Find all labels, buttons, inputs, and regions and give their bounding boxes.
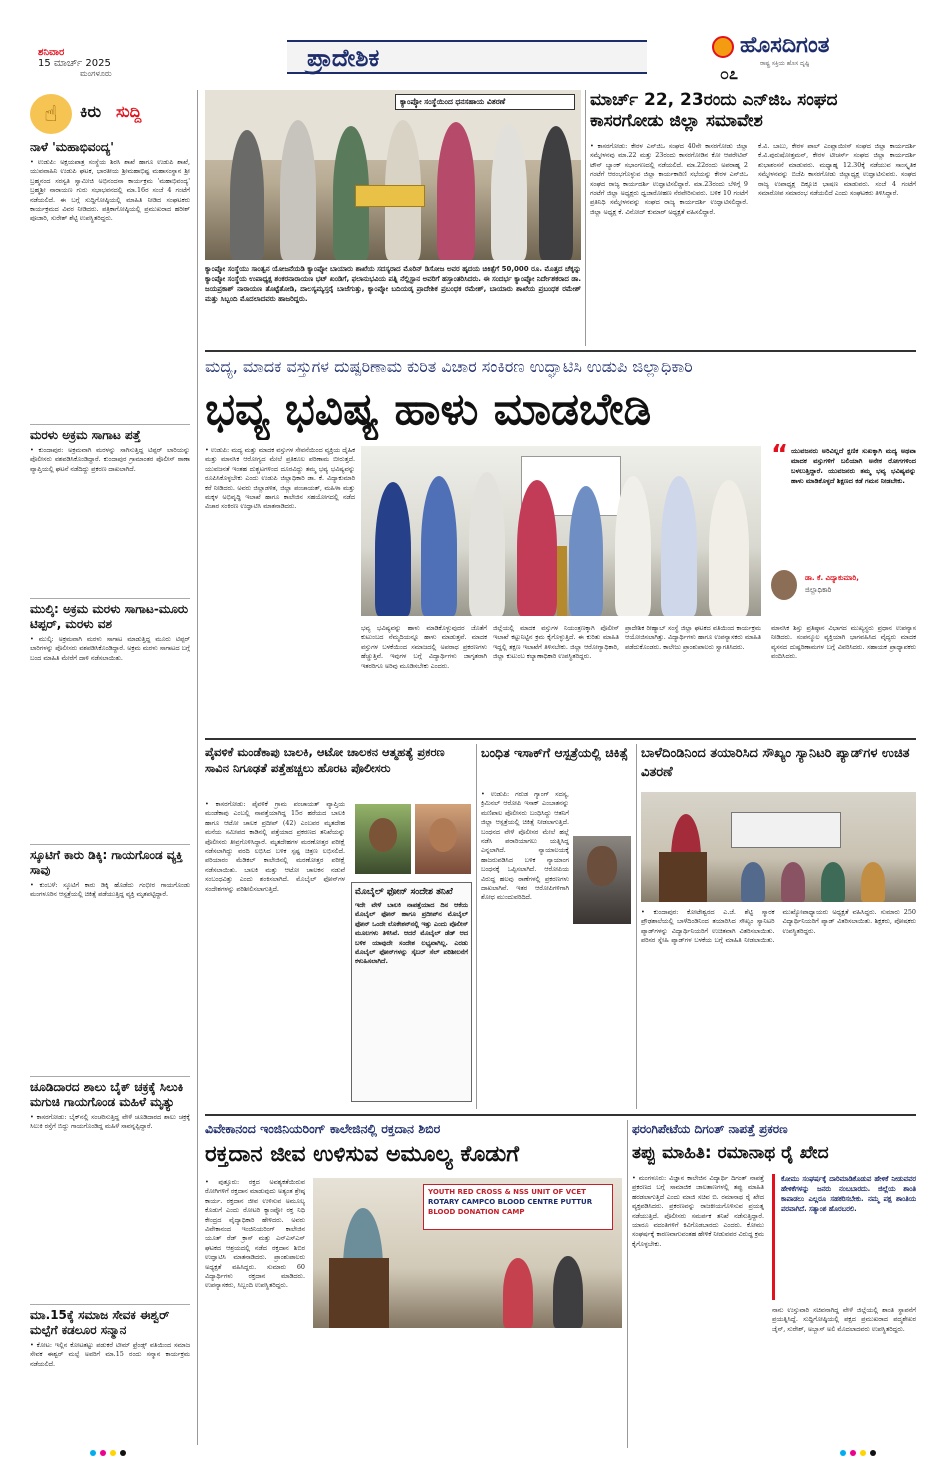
column-rule — [627, 1120, 628, 1448]
kiru-item-body: • ಕುಂದಾಪುರ: ಅಕ್ರಮವಾಗಿ ಮರಳನ್ನು ಸಾಗಿಸುತ್ತಿದ್ದ ಟಿಪ್ಪರ್ ಲಾರಿಯನ್ನು ಪೊಲೀಸರು ವಶಪಡಿಸಿಕೊಂಡಿದ್ದಾರೆ. ಕುಂದಾಪುರ ಗ್ರಾಮಾಂತರ ಪೊಲೀಸ್ ಠಾಣಾ ವ್ಯಾಪ್ತಿಯಲ್ಲಿ ಘಟನೆ ನಡೆದಿದ್ದು ಪ್ರಕರಣ ದಾಖಲಾಗಿದೆ. — [30, 446, 190, 473]
person-figure — [709, 480, 749, 616]
masthead-city: ಮಂಗಳೂರು — [80, 69, 112, 78]
section-rule — [205, 1114, 916, 1116]
ngo-headline: ಮಾರ್ಚ್ 22, 23ರಂದು ಎನ್‌ಜಿಒ ಸಂಘದ ಕಾಸರಗೋಡು ಜಿಲ್ಲಾ ಸಮಾವೇಶ — [590, 90, 838, 131]
kiru-item-head: ಮರಳು ಅಕ್ರಮ ಸಾಗಾಟ ಪತ್ತೆ — [30, 428, 141, 442]
page-number: ೦೭ — [720, 64, 738, 83]
quote-role: ಜಿಲ್ಲಾಧಿಕಾರಿ — [805, 586, 832, 594]
logo-icon — [712, 36, 734, 58]
blood-body: • ಪುತ್ತೂರು: ರಕ್ತದ ಅವಶ್ಯಕತೆಯಿರುವ ರೋಗಿಗಳಿಗೆ ರಕ್ತದಾನ ಮಾಡುವುದು ಅತ್ಯಂತ ಶ್ರೇಷ್ಠ ಕಾರ್ಯ. ರಕ್ತದಾನ ಜೀವ ಉಳಿಸುವ ಅಮೂಲ್ಯ ಕೊಡುಗೆ ಎಂದು ರೋಟರಿ ಕ್ಯಾಂಪ್ಕೋ ರಕ್ತ ನಿಧಿ ಕೇಂದ್ರದ ವೈದ್ಯಾಧಿಕಾರಿ ಹೇಳಿದರು. ಅವರು ವಿವೇಕಾನಂದ ಇಂಜಿನಿಯರಿಂಗ್ ಕಾಲೇಜಿನ ಯೂತ್ ರೆಡ್ ಕ್ರಾಸ್ ಮತ್ತು ಎನ್‌ಎಸ್‌ಎಸ್ ಘಟಕದ ಆಶ್ರಯದಲ್ಲಿ ನಡೆದ ರಕ್ತದಾನ ಶಿಬಿರ ಉದ್ಘಾಟಿಸಿ ಮಾತನಾಡಿದರು. ಪ್ರಾಂಶುಪಾಲರು ಅಧ್ಯಕ್ಷತೆ ವಹಿಸಿದ್ದರು. ಸುಮಾರು 60 ವಿದ್ಯಾರ್ಥಿಗಳು ರಕ್ತದಾನ ಮಾಡಿದರು. ಉಪನ್ಯಾಸಕರು, ಸಿಬ್ಬಂದಿ ಉಪಸ್ಥಿತರಿದ್ದರು. — [205, 1178, 305, 1290]
section-banner — [287, 40, 647, 74]
kiru-header — [30, 90, 190, 138]
person-figure — [553, 1256, 583, 1328]
person-figure — [661, 476, 697, 616]
rai-headline: ತಪ್ಪು ಮಾಹಿತಿ: ರಮಾನಾಥ ರೈ ಖೇದ — [632, 1143, 829, 1163]
registration-dot — [850, 1450, 856, 1456]
podium — [659, 852, 707, 902]
isak-body-cont — [481, 934, 631, 1104]
blood-body-col4 — [523, 1334, 622, 1446]
victim-photo-2 — [415, 804, 471, 874]
stage-banner — [731, 812, 841, 848]
quote-author-avatar — [771, 570, 797, 600]
audience — [821, 862, 845, 902]
banner-line-1: YOUTH RED CROSS & NSS UNIT OF VCET — [428, 1188, 586, 1196]
kiru-item-body: • ಕೋಟ: ಇಲ್ಲಿನ ಕೋಟತಟ್ಟು ಪಡುಕರೆ ಟೀಮ್ ಫ್ರೆಂಡ್ಸ್ ವತಿಯಿಂದ ಸಮಾಜ ಸೇವಕ ಈಶ್ವರ್ ಮಲ್ಪೆ ಅವರಿಗೆ ಮಾ.15 ರಂದು ಸನ್ಮಾನ ಕಾರ್ಯಕ್ರಮ ನಡೆಯಲಿದೆ. — [30, 1341, 190, 1368]
column-rule — [197, 90, 198, 1445]
lead-col1b — [205, 624, 355, 732]
quote-text: ಯುವಜನರು ಅರಿವಿಲ್ಲದೆ ಕ್ಷಣಿಕ ಸುಖಕ್ಕಾಗಿ ಮದ್ಯ ಅಥವಾ ಮಾದಕ ವಸ್ತುಗಳಿಗೆ ಬಲಿಯಾಗಿ ಅನೇಕ ರೋಗಗಳಿಂದ ಬಳಲುತ್ತಿದ್ದಾರೆ. ಯುವಜನರು ತಮ್ಮ ಭವ್ಯ ಭವಿಷ್ಯವನ್ನು ಹಾಳು ಮಾಡಿಕೊಳ್ಳದೆ ಶಿಕ್ಷಣದ ಕಡೆ ಗಮನ ನೀಡಬೇಕು. — [791, 447, 916, 485]
blood-photo — [313, 1178, 622, 1328]
kiru-item-2 — [30, 428, 190, 596]
quote-author: ಡಾ. ಕೆ. ವಿದ್ಯಾಕುಮಾರಿ, — [805, 574, 859, 582]
campco-story — [205, 90, 581, 345]
divider — [30, 424, 190, 425]
face — [369, 818, 397, 852]
section-rule — [205, 350, 916, 352]
isak-story — [481, 744, 631, 1109]
kiru-item-head: ಮಾ.15ಕ್ಕೆ ಸಮಾಜ ಸೇವಕ ಈಶ್ವರ್ ಮಲ್ಪೆಗೆ ಕಡಲೂರ ಸನ್ಮಾನ — [30, 1308, 170, 1337]
paivalike-story — [205, 744, 472, 1109]
cheque-board — [355, 185, 425, 207]
person-figure — [469, 472, 505, 616]
pad-story — [641, 744, 916, 1109]
rai-body: • ಮಂಗಳೂರು: ವಿಜ್ಞಾನ ಕಾಲೇಜಿನ ವಿದ್ಯಾರ್ಥಿ ದಿಗಂತ್ ನಾಪತ್ತೆ ಪ್ರಕರಣದ ಬಗ್ಗೆ ಸಾಮಾಜಿಕ ಜಾಲತಾಣಗಳಲ್ಲಿ ತಪ್ಪು ಮಾಹಿತಿ ಹರಡಲಾಗುತ್ತಿದೆ ಎಂದು ಮಾಜಿ ಸಚಿವ ಬಿ. ರಮಾನಾಥ ರೈ ಖೇದ ವ್ಯಕ್ತಪಡಿಸಿದರು. ಪ್ರಕರಣವನ್ನು ರಾಜಕೀಯಗೊಳಿಸುವ ಪ್ರಯತ್ನ ನಡೆಯುತ್ತಿದೆ. ಪೊಲೀಸರು ಸಮರ್ಪಕ ತನಿಖೆ ನಡೆಸುತ್ತಿದ್ದಾರೆ. ಯಾರೂ ವದಂತಿಗಳಿಗೆ ಕಿವಿಗೊಡಬಾರದು ಎಂದರು. ಕೋಮು ಸಂಘರ್ಷಕ್ಕೆ ಕಾರಣವಾಗುವಂತಹ ಹೇಳಿಕೆ ನೀಡುವವರ ವಿರುದ್ಧ ಕ್ರಮ ಕೈಗೊಳ್ಳಬೇಕು. — [632, 1174, 764, 1248]
kiru-item-6 — [30, 1308, 190, 1443]
lead-col2: ಭವ್ಯ ಭವಿಷ್ಯವನ್ನು ಹಾಳು ಮಾಡಿಕೊಳ್ಳುವುದರ ಜೊತೆಗೆ ಕುಟುಂಬದ ನೆಮ್ಮದಿಯನ್ನೂ ಹಾಳು ಮಾಡುತ್ತವೆ. ಮಾದಕ ವಸ್ತುಗಳ ಬಳಕೆಯಿಂದ ಸಮಾಜದಲ್ಲಿ ಅಪರಾಧ ಪ್ರಕರಣಗಳು ಹೆಚ್ಚುತ್ತಿವೆ. ಇವುಗಳ ಬಗ್ಗೆ ವಿದ್ಯಾರ್ಥಿಗಳು ಜಾಗೃತರಾಗಿ ಇತರರಿಗೂ ಅರಿವು ಮೂಡಿಸಬೇಕು ಎಂದರು. — [361, 624, 487, 670]
person-figure — [280, 120, 316, 260]
kiru-item-body: • ಉಡುಪಿ: ಅಕ್ಷಯಪಾತ್ರ ಸಂಸ್ಥೆಯ ಶಿರಸಿ ಶಾಖೆ ಹಾಗೂ ಉಡುಪಿ ಶಾಖೆ, ಯುವವಾಹಿನಿ ಉಡುಪಿ ಘಟಕ, ಭಾರತೀಯ ಶ್ರೀಮಹಾಭಿಷ್ಟ ಮಹಾಸಂಸ್ಥಾನ ಶ್ರೀ ಬ್ರಹ್ಮನಂದ ಸರಸ್ವತಿ ಸ್ವಾಮೀಜಿ ಅಭಿನಂದನಾ ಕಾರ್ಯಕ್ರಮ 'ಮಹಾಭಿವಂದ್ಯ' ಬ್ರಹ್ಮಶ್ರೀ ನಾರಾಯಣ ಗುರು ಸಭಾಭವನದಲ್ಲಿ ಮಾ.16ರ ಸಂಜೆ 4 ಗಂಟೆಗೆ ನಡೆಯಲಿದೆ. ಈ ಬಗ್ಗೆ ಸುದ್ದಿಗೋಷ್ಠಿಯಲ್ಲಿ ಮಾಹಿತಿ ನೀಡಿದ ಸಂಘಟಕರು ಕಾರ್ಯಕ್ರಮದ ವಿವರ ನೀಡಿದರು. ಪತ್ರಿಕಾಗೋಷ್ಠಿಯಲ್ಲಿ ಪ್ರಮುಖರಾದ ಹರೀಶ್ ಪೂಜಾರಿ, ಸುರೇಶ್ ಶೆಟ್ಟಿ ಉಪಸ್ಥಿತರಿದ್ದರು. — [30, 158, 190, 223]
section-title: ಪ್ರಾದೇಶಿಕ — [307, 44, 380, 72]
lead-col3: ಜಿಲ್ಲೆಯಲ್ಲಿ ಮಾದಕ ವಸ್ತುಗಳ ನಿಯಂತ್ರಣಕ್ಕಾಗಿ ಪೊಲೀಸ್ ಇಲಾಖೆ ಕಟ್ಟುನಿಟ್ಟಿನ ಕ್ರಮ ಕೈಗೊಳ್ಳುತ್ತಿದೆ. ಈ ಕುರಿತು ಮಾಹಿತಿ ಇದ್ದಲ್ಲಿ ತಕ್ಷಣ ಇಲಾಖೆಗೆ ತಿಳಿಸಬೇಕು. ಜಿಲ್ಲಾ ಆರೋಗ್ಯಾಧಿಕಾರಿ, ಜಿಲ್ಲಾ ಕುಟುಂಬ ಕಲ್ಯಾಣಾಧಿಕಾರಿ ಉಪಸ್ಥಿತರಿದ್ದರು. — [493, 624, 619, 661]
person-figure — [615, 476, 651, 616]
blood-body-col2 — [313, 1334, 409, 1446]
masthead — [0, 0, 945, 82]
box-title: ಮೊಬೈಲ್ ಫೋನ್ ಸಂದೇಶ ತನಿಖೆ — [355, 887, 453, 897]
divider — [30, 1076, 190, 1077]
photo-tag: ಕ್ಯಾಂಪ್ಕೋ ಸಂಸ್ಥೆಯಿಂದ ಧನಸಹಾಯ ವಿತರಣೆ — [395, 94, 575, 110]
registration-dot — [840, 1450, 846, 1456]
kiru-item-1 — [30, 140, 190, 422]
face — [587, 846, 617, 886]
paper-tagline: ರಾಷ್ಟ್ರ ಸಕ್ತಿಯ ಹೊಸ ದೃಷ್ಟಿ — [760, 60, 810, 67]
masthead-day: ಶನಿವಾರ — [38, 47, 65, 58]
quote-icon: “ — [771, 440, 789, 470]
column-rule — [636, 744, 637, 1109]
paivalike-headline: ಪೈವಳಿಕೆ ಮಂಡೆಕಾಪು ಬಾಲಕಿ, ಆಟೋ ಚಾಲಕನ ಆತ್ಮಹತ್ಯೆ ಪ್ರಕರಣ ಸಾವಿನ ನಿಗೂಢತೆ ಪತ್ತೆಹಚ್ಚಲು ಹೊರಟ ಪೊಲೀಸರು — [205, 745, 445, 775]
lead-headline: ಭವ್ಯ ಭವಿಷ್ಯ ಹಾಳು ಮಾಡಬೇಡಿ — [205, 384, 652, 435]
person-figure — [375, 482, 411, 616]
kiru-item-body: • ಮುಲ್ಕಿ: ಅಕ್ರಮವಾಗಿ ಮರಳು ಸಾಗಾಟ ಮಾಡುತ್ತಿದ್ದ ಮೂರು ಟಿಪ್ಪರ್ ಲಾರಿಗಳನ್ನು ಪೊಲೀಸರು ವಶಪಡಿಸಿಕೊಂಡಿದ್ದಾರೆ. ಅಕ್ರಮ ಮರಳು ಸಾಗಾಟದ ಬಗ್ಗೆ ಬಂದ ಮಾಹಿತಿ ಮೇರೆಗೆ ದಾಳಿ ನಡೆಸಲಾಯಿತು. — [30, 635, 190, 662]
audience — [741, 862, 765, 902]
audience — [781, 862, 805, 902]
person-figure — [491, 124, 527, 260]
kiru-item-head: ಸ್ಕೂಟಿಗೆ ಕಾರು ಡಿಕ್ಕಿ: ಗಾಯಗೊಂಡ ವ್ಯಕ್ತಿ ಸಾವು — [30, 848, 183, 877]
person-figure — [503, 1258, 533, 1328]
blood-story — [205, 1120, 622, 1448]
rai-story — [632, 1120, 916, 1448]
camp-banner — [423, 1184, 613, 1230]
hand-icon: ☝ — [30, 94, 72, 134]
masthead-date: 15 ಮಾರ್ಚ್ 2025 — [38, 58, 111, 69]
divider — [30, 844, 190, 845]
kiru-item-head: ನಾಳೆ 'ಮಹಾಭಿವಂದ್ಯ' — [30, 140, 114, 154]
kiru-suddi-column — [30, 90, 190, 1445]
lamp-icon — [557, 546, 567, 616]
mobile-probe-box — [351, 882, 472, 1102]
kiru-item-head: ಚೂಡಿದಾರದ ಶಾಲು ಬೈಕ್ ಚಕ್ರಕ್ಕೆ ಸಿಲುಕಿ ಮಗುಚಿ ಗಾಯಗೊಂಡ ಮಹಿಳೆ ಮೃತ್ಯು — [30, 1080, 184, 1109]
audience — [861, 862, 885, 902]
pull-quote-text: ಕೋಮು ಸಂಘರ್ಷಕ್ಕೆ ದಾರಿಮಾಡಿಕೊಡುವ ಹೇಳಿಕೆ ನೀಡುವವರ ಹೇಳಿಕೆಗಳನ್ನು ಜನರು ನಂಬಬಾರದು. ಜಿಲ್ಲೆಯ ಶಾಂತಿ ಕಾಪಾಡಲು ಎಲ್ಲರೂ ಸಹಕರಿಸಬೇಕು. ನಮ್ಮ ಪಕ್ಷ ಶಾಂತಿಯ ಪರವಾಗಿದೆ. ಸತ್ಯಾಂಶ ಹೊರಬರಲಿ. — [781, 1175, 916, 1213]
campco-caption: ಕ್ಯಾಂಪ್ಕೋ ಸಂಸ್ಥೆಯು ಸಾಂತ್ವನ ಯೋಜನೆಯಡಿ ಕ್ಯಾಂಪ್ಕೋ ಬಾಯಾರು ಶಾಖೆಯ ಸದಸ್ಯರಾದ ಮೊರಿನ್ ಡಿಸೋಜ ಅವರ ಹೃದಯ ಚಿಕಿತ್ಸೆಗೆ 50,000 ರೂ. ಮೊತ್ತದ ಚೆಕ್ಕನ್ನು ಕ್ಯಾಂಪ್ಕೋ ಸಂಸ್ಥೆಯ ಉಪಾಧ್ಯಕ್ಷ ಶಂಕರನಾರಾಯಣ ಭಟ್ ಖಂಡಿಗೆ, ಫಲಾನುಭವಿಯ ಪತ್ನಿ ನೆಲ್ಲಿಸ್ಟಾನ ಅವರಿಗೆ ಹಸ್ತಾಂತರಿಸಿದರು. ಈ ಸಂದರ್ಭ ಕ್ಯಾಂಪ್ಕೋ ನಿರ್ದೇಶಕರಾದ ಡಾ. ಜಯಪ್ರಕಾಶ್ ನಾರಾಯಣ ತೊಟ್ಟೆತೋಡಿ, ದಾಲಸ್ಯಮ್ಯಸ್ತರೈ ಬಾಜೆಗುತ್ತು, ಕ್ಯಾಂಪ್ಕೋ ಬದಿಯಡ್ಕ ಪ್ರಾದೇಶಿಕ ಪ್ರಬಂಧಕ ರಮೇಶ್, ಬಾಯಾರು ಶಾಖೆಯ ಪ್ರಬಂಧಕ ರಮೇಶ್ ಮತ್ತು ಸಿಬ್ಬಂದಿ ಮೊದಲಾದವರು ಹಾಜರಿದ್ದರು. — [205, 265, 581, 303]
paper-name: ಹೊಸದಿಗಂತ — [740, 33, 830, 58]
lead-col5: ಮಾನಸಿಕ ಶಿಸ್ತು ಪ್ರತಿಷ್ಠಾನ ವಿಭಾಗದ ಮುಖ್ಯಸ್ಥರು ಪ್ರಧಾನ ಉಪನ್ಯಾಸ ನೀಡಿದರು. ಸಂಪನ್ಮೂಲ ವ್ಯಕ್ತಿಯಾಗಿ ಭಾಗವಹಿಸಿದ ವೈದ್ಯರು ಮಾದಕ ವ್ಯಸನದ ದುಷ್ಪರಿಣಾಮಗಳ ಬಗ್ಗೆ ವಿವರಿಸಿದರು. ಸಹಾಯಕ ಪ್ರಾಧ್ಯಾಪಕರು ವಂದಿಸಿದರು. — [771, 624, 916, 661]
rai-body-col2: ನಾನು ಉಸ್ತುವಾರಿ ಸಚಿವನಾಗಿದ್ದ ವೇಳೆ ಜಿಲ್ಲೆಯಲ್ಲಿ ಶಾಂತಿ ಸ್ಥಾಪನೆಗೆ ಪ್ರಯತ್ನಿಸಿದ್ದೆ. ಸುದ್ದಿಗೋಷ್ಠಿಯಲ್ಲಿ ಪಕ್ಷದ ಪ್ರಮುಖರಾದ ಪದ್ಮಶೇಖರ ಜೈನ್, ಸುರೇಶ್, ಅಬ್ಬಾಸ್ ಅಲಿ ಮೊದಲಾದವರು ಉಪಸ್ಥಿತರಿದ್ದರು. — [772, 1306, 916, 1333]
paivalike-body: • ಕಾಸರಗೋಡು: ಪೈವಳಿಕೆ ಗ್ರಾಮ ಪಂಚಾಯತ್ ವ್ಯಾಪ್ತಿಯ ಮಂಡೆಕಾಪು ಎಂಬಲ್ಲಿ ನಾಪತ್ತೆಯಾಗಿದ್ದ 15ರ ಹರೆಯದ ಬಾಲಕಿ ಹಾಗೂ ಆಟೋ ಚಾಲಕ ಪ್ರದೀಪ್ (42) ಎಂಬವರ ಮೃತದೇಹ ಮನೆಯ ಸಮೀಪದ ಕಾಡಿನಲ್ಲಿ ಪತ್ತೆಯಾದ ಪ್ರಕರಣದ ತನಿಖೆಯನ್ನು ಪೊಲೀಸರು ತೀವ್ರಗೊಳಿಸಿದ್ದಾರೆ. ಮೃತದೇಹಗಳ ಮರಣೋತ್ತರ ಪರೀಕ್ಷೆ ನಡೆಸಲಾಗಿದ್ದು ವರದಿ ಲಭಿಸಿದ ಬಳಿಕ ಸ್ಪಷ್ಟ ಚಿತ್ರಣ ಲಭಿಸಲಿದೆ. ಪರಿಯಾರಂ ಮೆಡಿಕಲ್ ಕಾಲೇಜಿನಲ್ಲಿ ಮರಣೋತ್ತರ ಪರೀಕ್ಷೆ ನಡೆಸಲಾಯಿತು. ಬಾಲಕಿ ಮತ್ತು ಆಟೋ ಚಾಲಕನ ನಡುವೆ ಸಂಬಂಧವಿತ್ತು ಎಂದು ಶಂಕಿಸಲಾಗಿದೆ. ಮೊಬೈಲ್ ಫೋನ್‌ಗಳ ಸಂದೇಶಗಳನ್ನು ಪರಿಶೀಲಿಸಲಾಗುತ್ತಿದೆ. — [205, 800, 345, 893]
pad-photo — [641, 792, 916, 902]
isak-body: • ಉಡುಪಿ: ಗರುಡ ಗ್ಯಾಂಗ್ ಸದಸ್ಯ, ಕ್ರಿಮಿನಲ್ ಆರೋಪಿ ಇಸಾಕ್ ಎಂಬಾತನನ್ನು ಮಣಿಪಾಲ ಪೊಲೀಸರು ಬಂಧಿಸಿದ್ದು ಆತನಿಗೆ ಜಿಲ್ಲಾ ಆಸ್ಪತ್ರೆಯಲ್ಲಿ ಚಿಕಿತ್ಸೆ ನೀಡಲಾಗುತ್ತಿದೆ. ಬಂಧನದ ವೇಳೆ ಪೊಲೀಸರ ಮೇಲೆ ಹಲ್ಲೆ ನಡೆಸಿ ಪರಾರಿಯಾಗಲು ಯತ್ನಿಸಿದ್ದ ಎನ್ನಲಾಗಿದೆ. ನ್ಯಾಯಾಲಯಕ್ಕೆ ಹಾಜರುಪಡಿಸಿದ ಬಳಿಕ ನ್ಯಾಯಾಂಗ ಬಂಧನಕ್ಕೆ ಒಪ್ಪಿಸಲಾಗಿದೆ. ಆರೋಪಿಯ ವಿರುದ್ಧ ಹಲವು ಠಾಣೆಗಳಲ್ಲಿ ಪ್ರಕರಣಗಳು ದಾಖಲಾಗಿವೆ. ಇತರ ಆರೋಪಿಗಳಿಗಾಗಿ ಶೋಧ ಮುಂದುವರಿದಿದೆ. — [481, 790, 569, 902]
ngo-story — [590, 90, 916, 346]
kiru-item-5 — [30, 1080, 190, 1302]
divider — [30, 598, 190, 599]
person-figure — [517, 480, 557, 616]
paper-logo-block — [700, 30, 920, 86]
lead-kicker: ಮದ್ಯ, ಮಾದಕ ವಸ್ತುಗಳ ದುಷ್ಪರಿಣಾಮ ಕುರಿತ ವಿಚಾರ ಸಂಕಿರಣ ಉದ್ಘಾಟಿಸಿ ಉಡುಪಿ ಜಿಲ್ಲಾಧಿಕಾರಿ — [205, 357, 693, 376]
face — [429, 818, 457, 852]
kiru-item-4 — [30, 848, 190, 1074]
registration-dot — [860, 1450, 866, 1456]
section-rule — [205, 738, 916, 740]
lead-story — [205, 356, 916, 734]
registration-dot — [110, 1450, 116, 1456]
blood-headline: ರಕ್ತದಾನ ಜೀವ ಉಳಿಸುವ ಅಮೂಲ್ಯ ಕೊಡುಗೆ — [205, 1142, 520, 1167]
rai-pull-quote — [772, 1174, 916, 1300]
rai-kicker: ಫರಂಗಿಪೇಟೆಯ ದಿಗಂತ್ ನಾಪತ್ತೆ ಪ್ರಕರಣ — [632, 1122, 788, 1136]
registration-dot — [120, 1450, 126, 1456]
person-figure — [539, 126, 573, 260]
kiru-item-body: • ಕುಂಬಳೆ: ಸ್ಕೂಟಿಗೆ ಕಾರು ಡಿಕ್ಕಿ ಹೊಡೆದು ಗಂಭೀರ ಗಾಯಗೊಂಡು ಮಂಗಳೂರಿನ ಆಸ್ಪತ್ರೆಯಲ್ಲಿ ಚಿಕಿತ್ಸೆ ಪಡೆಯುತ್ತಿದ್ದ ವ್ಯಕ್ತಿ ಮೃತಪಟ್ಟಿದ್ದಾರೆ. — [30, 881, 190, 899]
banner-line-2: ROTARY CAMPCO BLOOD CENTRE PUTTUR — [428, 1198, 593, 1206]
lead-col4: ಪ್ರಾದೇಶಿಕ ರೀಹ್ಯಾಬ್ ಸಂಸ್ಥೆ ಜಿಲ್ಲಾ ಘಟಕದ ವತಿಯಿಂದ ಕಾರ್ಯಕ್ರಮ ಆಯೋಜಿಸಲಾಗಿತ್ತು. ವಿದ್ಯಾರ್ಥಿಗಳು ಹಾಗೂ ಉಪನ್ಯಾಸಕರು ಮಾಹಿತಿ ಪಡೆದುಕೊಂಡರು. ಕಾಲೇಜು ಪ್ರಾಂಶುಪಾಲರು ಸ್ವಾಗತಿಸಿದರು. — [625, 624, 761, 651]
registration-dot — [870, 1450, 876, 1456]
person-figure — [421, 476, 457, 616]
kiru-item-head: ಮುಲ್ಕಿ: ಅಕ್ರಮ ಮರಳು ಸಾಗಾಟ-ಮೂರು ಟಿಪ್ಪರ್, ಮರಳು ವಶ — [30, 602, 189, 631]
registration-dot — [100, 1450, 106, 1456]
box-body: ಇದೇ ವೇಳೆ ಬಾಲಕಿ ನಾಪತ್ತೆಯಾದ ದಿನ ಆಕೆಯ ಮೊಬೈಲ್ ಫೋನ್ ಹಾಗೂ ಪ್ರದೀಪ್‌ನ ಮೊಬೈಲ್ ಫೋನ್ ಒಂದೇ ಲೊಕೇಶನ್‌ನಲ್ಲಿ ಇತ್ತು ಎಂದು ಪೊಲೀಸ್ ಮೂಲಗಳು ತಿಳಿಸಿವೆ. ಆದರೆ ಮೊಬೈಲ್ ಡೆಡ್ ಆದ ಬಳಿಕ ಯಾವುದೇ ಸಂದೇಶ ಲಭ್ಯವಾಗಿಲ್ಲ. ಎರಡು ಮೊಬೈಲ್ ಫೋನ್‌ಗಳನ್ನು ಸೈಬರ್ ಸೆಲ್ ಪರಿಶೀಲನೆಗೆ ಕಳುಹಿಸಲಾಗಿದೆ. — [355, 901, 468, 966]
victim-photo-1 — [355, 804, 411, 874]
kiru-title-a: ಕಿರು — [80, 102, 102, 121]
ngo-body-col1: • ಕಾಸರಗೋಡು: ಕೇರಳ ಎನ್‌ಜಿಒ ಸಂಘದ 40ನೇ ಕಾಸರಗೋಡು ಜಿಲ್ಲಾ ಸಮ್ಮೇಳನವು ಮಾ.22 ಮತ್ತು 23ರಂದು ಕಾಸರಗೋಡಿನ ಕೋ ಆಪರೇಟಿವ್ ಟೌನ್ ಬ್ಯಾಂಕ್ ಸಭಾಂಗಣದಲ್ಲಿ ನಡೆಯಲಿದೆ. ಮಾ.22ರಂದು ಅಪರಾಹ್ನ 2 ಗಂಟೆಗೆ ಆರಂಭಗೊಳ್ಳುವ ಜಿಲ್ಲಾ ಕಾರ್ಯಕಾರಿಣಿ ಸಭೆಯನ್ನು ಕೇರಳ ಎನ್‌ಜಿಒ ಸಂಘದ ರಾಜ್ಯ ಕಾರ್ಯದರ್ಶಿ ಉದ್ಘಾಟಿಸಲಿದ್ದಾರೆ. ಮಾ.23ರಂದು ಬೆಳಿಗ್ಗೆ 9 ಗಂಟೆಗೆ ಜಿಲ್ಲಾ ಅಧ್ಯಕ್ಷರು ಧ್ವಜಾರೋಹಣ ನೆರವೇರಿಸುವರು. ಬಳಿಕ 10 ಗಂಟೆಗೆ ಪ್ರತಿನಿಧಿ ಸಮ್ಮೇಳನವನ್ನು ಸಂಘದ ರಾಜ್ಯ ಕಾರ್ಯದರ್ಶಿ ಉದ್ಘಾಟಿಸಲಿದ್ದಾರೆ. ಜಿಲ್ಲಾ ಅಧ್ಯಕ್ಷ ಕೆ. ವಿನೋದ್ ಕುಮಾರ್ ಅಧ್ಯಕ್ಷತೆ ವಹಿಸಲಿದ್ದಾರೆ. — [590, 142, 748, 216]
banner-line-3: BLOOD DONATION CAMP — [428, 1208, 525, 1216]
isak-photo — [573, 836, 631, 924]
ngo-body-col2: ಕೆ.ವಿ. ಬಾಬು, ಕೇರಳ ಪಾಲ್ ಎಂಪ್ಲಾಯೀಸ್ ಸಂಘದ ಜಿಲ್ಲಾ ಕಾರ್ಯದರ್ಶಿ ಕೆ.ವಿ.ಪುರುಷೋತ್ತಮನ್, ಕೇರಳ ಟೀಚರ್ಸ್ ಸಂಘದ ಜಿಲ್ಲಾ ಕಾರ್ಯದರ್ಶಿ ಶುಭಾಶಂಸನೆ ಮಾಡುವರು. ಮಧ್ಯಾಹ್ನ 12.30ಕ್ಕೆ ನಡೆಯುವ ಸಾಂಸ್ಕೃತಿಕ ಸಮ್ಮೇಳನವನ್ನು ಬಿಜೆಪಿ ಕಾಸರಗೋಡು ಜಿಲ್ಲಾಧ್ಯಕ್ಷ ಉದ್ಘಾಟಿಸುವರು. ಸಂಘದ ರಾಜ್ಯ ಉಪಾಧ್ಯಕ್ಷ ದಿಕ್ಸೂಚಿ ಭಾಷಣ ಮಾಡುವರು. ಸಂಜೆ 4 ಗಂಟೆಗೆ ಸಮಾರೋಪ ಸಮಾರಂಭ ನಡೆಯಲಿದೆ ಎಂದು ಸಂಘಟಕರು ತಿಳಿಸಿದ್ದಾರೆ. — [758, 142, 916, 198]
divider — [30, 1304, 190, 1305]
person-figure — [230, 130, 264, 260]
blood-body-col3 — [417, 1334, 517, 1446]
print-registration-marks — [0, 1448, 945, 1458]
masthead-left-block — [38, 47, 208, 77]
person-figure — [437, 122, 475, 260]
pad-headline: ಬಾಳೆದಿಂಡಿನಿಂದ ತಯಾರಿಸಿದ ಸೌಖ್ಯಂ ಸ್ಯಾನಿಟರಿ ಪ್ಯಾಡ್‌ಗಳ ಉಚಿತ ವಿತರಣೆ — [641, 746, 910, 780]
kiru-item-body: • ಕಾಸರಗೋಡು: ಬೈಕ್‌ನಲ್ಲಿ ಸಂಚರಿಸುತ್ತಿದ್ದ ವೇಳೆ ಚೂಡಿದಾರದ ಶಾಲು ಚಕ್ರಕ್ಕೆ ಸಿಲುಕಿ ರಸ್ತೆಗೆ ಬಿದ್ದು ಗಾಯಗೊಂಡಿದ್ದ ಮಹಿಳೆ ಸಾವನ್ನಪ್ಪಿದ್ದಾರೆ. — [30, 1113, 190, 1131]
registration-dot — [90, 1450, 96, 1456]
person-figure — [569, 486, 603, 616]
lead-col1: • ಉಡುಪಿ: ಮದ್ಯ ಮತ್ತು ಮಾದಕ ವಸ್ತುಗಳ ಸೇವನೆಯಿಂದ ವ್ಯಕ್ತಿಯ ದೈಹಿಕ ಮತ್ತು ಮಾನಸಿಕ ಆರೋಗ್ಯದ ಮೇಲೆ ಪ್ರತಿಕೂಲ ಪರಿಣಾಮ ಬೀರುತ್ತದೆ. ಯುವಜನತೆ ಇಂತಹ ದುಶ್ಚಟಗಳಿಂದ ದೂರವಿದ್ದು ತಮ್ಮ ಭವ್ಯ ಭವಿಷ್ಯವನ್ನು ರೂಪಿಸಿಕೊಳ್ಳಬೇಕು ಎಂದು ಉಡುಪಿ ಜಿಲ್ಲಾಧಿಕಾರಿ ಡಾ. ಕೆ. ವಿದ್ಯಾಕುಮಾರಿ ಕರೆ ನೀಡಿದರು. ಅವರು ಜಿಲ್ಲಾಡಳಿತ, ಜಿಲ್ಲಾ ಪಂಚಾಯತ್, ಮಹಿಳಾ ಮತ್ತು ಮಕ್ಕಳ ಅಭಿವೃದ್ಧಿ ಇಲಾಖೆ ಹಾಗೂ ಕಾಲೇಜಿನ ಸಹಯೋಗದಲ್ಲಿ ನಡೆದ ವಿಚಾರ ಸಂಕಿರಣ ಉದ್ಘಾಟಿಸಿ ಮಾತನಾಡಿದರು. — [205, 446, 355, 511]
kiru-item-3 — [30, 602, 190, 842]
isak-headline: ಬಂಧಿತ ಇಸಾಕ್‌ಗೆ ಆಸ್ಪತ್ರೆಯಲ್ಲಿ ಚಿಕಿತ್ಸೆ — [481, 745, 628, 760]
column-rule — [476, 744, 477, 1109]
blood-kicker: ವಿವೇಕಾನಂದ ಇಂಜಿನಿಯರಿಂಗ್ ಕಾಲೇಜಿನಲ್ಲಿ ರಕ್ತದಾನ ಶಿಬಿರ — [205, 1121, 441, 1136]
kiru-title-b: ಸುದ್ದಿ — [116, 102, 142, 121]
podium — [329, 1258, 389, 1328]
campco-photo — [205, 90, 581, 260]
lead-photo — [361, 446, 761, 616]
lead-quote-box — [771, 440, 916, 616]
column-rule — [585, 90, 586, 346]
pad-body: • ಕುಂದಾಪುರ: ಕೋಟೇಶ್ವರದ ಎ.ಜೆ. ಶೆಟ್ಟಿ ಸ್ಮಾರಕ ಪ್ರೌಢಶಾಲೆಯಲ್ಲಿ ಬಾಳೆದಿಂಡಿನಿಂದ ತಯಾರಿಸಿದ ಸೌಖ್ಯಂ ಸ್ಯಾನಿಟರಿ ಪ್ಯಾಡ್‌ಗಳನ್ನು ವಿದ್ಯಾರ್ಥಿನಿಯರಿಗೆ ಉಚಿತವಾಗಿ ವಿತರಿಸಲಾಯಿತು. ಪರಿಸರ ಸ್ನೇಹಿ ಪ್ಯಾಡ್‌ಗಳ ಬಳಕೆಯ ಬಗ್ಗೆ ಮಾಹಿತಿ ನೀಡಲಾಯಿತು. ಮುಖ್ಯೋಪಾಧ್ಯಾಯರು ಅಧ್ಯಕ್ಷತೆ ವಹಿಸಿದ್ದರು. ಸುಮಾರು 250 ವಿದ್ಯಾರ್ಥಿನಿಯರಿಗೆ ಪ್ಯಾಡ್ ವಿತರಿಸಲಾಯಿತು. ಶಿಕ್ಷಕರು, ಪೋಷಕರು ಉಪಸ್ಥಿತರಿದ್ದರು. — [641, 908, 916, 945]
